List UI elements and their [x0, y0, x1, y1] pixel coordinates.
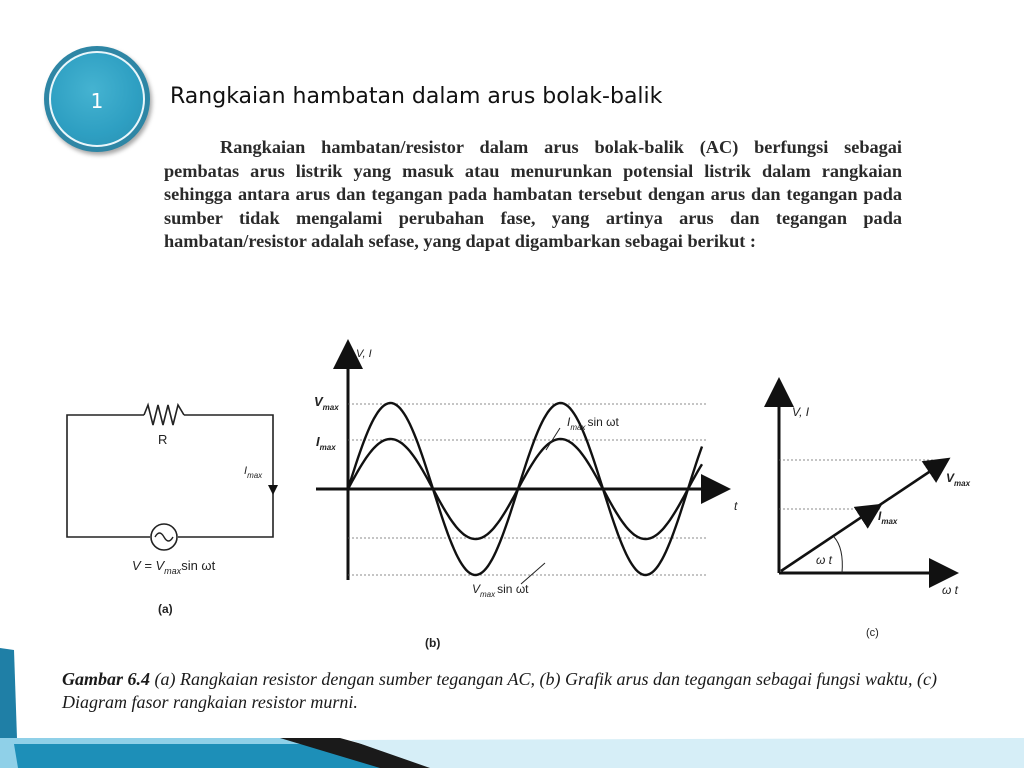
phasor-x-label: ω t — [942, 583, 959, 597]
y-axis-label: V, I — [356, 348, 372, 360]
angle-label: ω t — [816, 553, 833, 567]
x-axis-label: t — [734, 499, 738, 513]
circuit-wire — [67, 415, 150, 537]
phasor-vmax-label: $V_{max}$ — [946, 471, 971, 488]
figure-caption — [62, 668, 992, 714]
caption-text: (a) Rangkaian resistor dengan sumber tegangan AC, (b) Grafik arus dan tegangan sebagai fungsi waktu, (c) Diagram fasor rangkaian resistor murni. — [62, 669, 937, 712]
resistor-label: R — [158, 432, 168, 447]
vmax-label: $V_{max}$ — [314, 394, 339, 412]
phasor-y-label: V, I — [792, 405, 810, 419]
slide-title: Rangkaian hambatan dalam arus bolak-balik — [170, 84, 663, 109]
phasor-diagram — [779, 386, 971, 639]
phasor-imax-label: $I_{max}$ — [878, 509, 898, 526]
angle-arc — [834, 537, 842, 573]
intro-paragraph: Rangkaian hambatan/resistor dalam arus bolak-balik (AC) berfungsi sebagai pembatas arus listrik yang masuk atau menurunkan potensial listrik dalam rangkaian sehingga antara arus dan tegangan pada hambatan tersebut dengan arus dan tegangan pada sumber tidak mengalami perubahan fase, yang artinya arus dan tegangan pada hambatan/resistor adalah sefase, yang dapat digambarkan sebagai berikut : — [164, 137, 902, 252]
imax-label: $I_{max}$ — [316, 434, 336, 452]
slide-number: 1 — [90, 89, 104, 113]
waveform-graph — [314, 348, 738, 650]
figure-a-caption: (a) — [158, 602, 173, 616]
voltage-curve-pointer — [521, 563, 545, 584]
current-label: $I_{max}$ — [244, 465, 263, 480]
voltage-curve-label: $V_{max}$ sin ωt — [472, 582, 529, 599]
resistor-symbol — [144, 405, 184, 425]
caption-label: Gambar 6.4 — [62, 669, 151, 689]
circuit-diagram — [67, 405, 273, 616]
source-label: $V = V_{max}\sin$ ωt — [132, 558, 216, 576]
figure-c-caption: (c) — [866, 627, 879, 639]
phasor-reference-lines — [779, 460, 942, 509]
figure-b-caption: (b) — [425, 636, 441, 650]
current-curve-label: $I_{max}$ sin ωt — [567, 415, 619, 432]
